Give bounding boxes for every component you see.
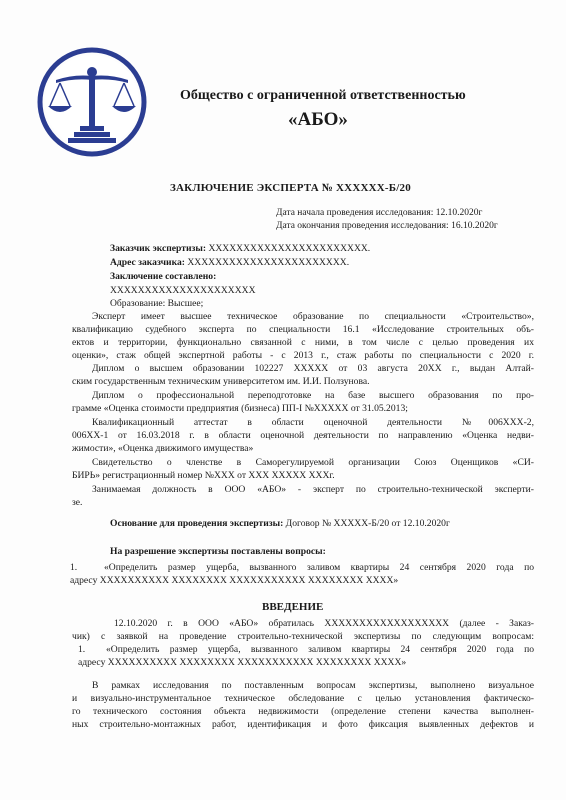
expert-p1-line: Эксперт имеет высшее техническое образование по специальности «Строительство», xyxy=(92,311,534,322)
compiled-value: XXXXXXXXXXXXXXXXXXXXX xyxy=(110,285,256,296)
expert-p6-line: Занимаемая должность в ООО «АБО» - эксперт по строительно-технической эксперти- xyxy=(92,484,534,495)
customer-label: Заказчик экспертизы: xyxy=(110,243,207,254)
org-name-line2: «АБО» xyxy=(288,109,348,130)
expert-p2-line: Диплом о высшем образовании 102227 XXXXX от 03 августа 20XX г., выдан Алтай- xyxy=(92,363,534,374)
document-title: ЗАКЛЮЧЕНИЕ ЭКСПЕРТА № XXXXXX-Б/20 xyxy=(170,182,411,194)
customer-line xyxy=(110,242,370,256)
customer-value: XXXXXXXXXXXXXXXXXXXXXXX. xyxy=(206,243,371,254)
question-line: «Определить размер ущерба, вызванного заливом квартиры 24 сентября 2020 года по xyxy=(104,562,534,573)
intro-p2-line: ных строительно-монтажных работ, идентификация и фото фиксация выявленных дефектов и xyxy=(72,719,534,730)
date-start: Дата начала проведения исследования: 12.10.2020г xyxy=(276,208,483,218)
basis-value: Договор № XXXXX-Б/20 от 12.10.2020г xyxy=(283,518,450,529)
question-number: 1. xyxy=(70,562,78,573)
date-end: Дата окончания проведения исследования: 16.10.2020г xyxy=(276,221,498,231)
scales-logo-icon xyxy=(36,46,148,158)
expert-p4-line: 006XX-1 от 16.03.2018 г. в области оценочной деятельности по направлению «Оценка недви- xyxy=(72,430,534,441)
questions-heading: На разрешение экспертизы поставлены вопросы: xyxy=(110,546,326,557)
basis-label: Основание для проведения экспертизы: xyxy=(110,518,284,529)
intro-heading: ВВЕДЕНИЕ xyxy=(262,601,324,613)
intro-p2-line: В рамках исследования по поставленным вопросам экспертизы, выполнено визуальное xyxy=(92,680,534,691)
education-line: Образование: Высшее; xyxy=(110,298,204,309)
intro-p2-line: го технического состояния объекта недвижимости (определение степени качества выполнен- xyxy=(72,706,534,717)
expert-p1-line: оценки», стаж общей экспертной работы - с 2013 г., стаж работы по специальности с 2020 г. xyxy=(72,350,534,361)
org-name-line1: Общество с ограниченной ответственностью xyxy=(180,88,466,103)
address-label: Адрес заказчика: xyxy=(110,257,185,268)
expert-p1-line: ектов и территории, функционально связанной с ними, в том числе с целью проведения их xyxy=(72,337,534,348)
expert-p6-line: зе. xyxy=(72,497,83,508)
intro-p1-line: 12.10.2020 г. в ООО «АБО» обратилась XXXXXXXXXXXXXXXXXX (далее - Заказ- xyxy=(114,618,534,629)
compiled-label: Заключение составлено: xyxy=(110,271,217,282)
address-value: XXXXXXXXXXXXXXXXXXXXXXX. xyxy=(184,257,350,268)
intro-p1-line: чик) с заявкой на проведение строительно-технической экспертизы по следующим вопросам: xyxy=(72,631,534,642)
address-line xyxy=(110,256,349,270)
intro-p2-line: и визуально-инструментальное техническое обследование с целью установления фактическо- xyxy=(72,693,534,704)
expert-p3-line: грамме «Оценка стоимости предприятия (бизнеса) ПП-I №XXXXX от 31.05.2013; xyxy=(72,403,408,414)
basis-line xyxy=(110,517,450,531)
expert-p2-line: ским государственным техническим университетом им. И.И. Ползунова. xyxy=(72,376,370,387)
expert-p5-line: Свидетельство о членстве в Саморегулируемой организации Союз Оценщиков «СИ- xyxy=(92,457,534,468)
expert-p1-line: квалификацию судебного эксперта по специальности 16.1 «Исследование строительных объ- xyxy=(72,324,534,335)
intro-question-line: «Определить размер ущерба, вызванного заливом квартиры 24 сентября 2020 года по xyxy=(106,644,534,655)
intro-question-number: 1. xyxy=(78,644,86,655)
expert-p5-line: БИРЬ» регистрационный номер №XXX от XXX XXXXX XXXг. xyxy=(72,470,335,481)
intro-question-line: адресу XXXXXXXXXX XXXXXXXX XXXXXXXXXXX XXXXXXXX XXXX» xyxy=(78,657,407,668)
expert-p4-line: Квалификационный аттестат в области оценочной деятельности №006XXX-2, xyxy=(92,417,534,428)
question-line: адресу XXXXXXXXXX XXXXXXXX XXXXXXXXXXX XXXXXXXX XXXX» xyxy=(70,575,399,586)
expert-p3-line: Диплом о профессиональной переподготовке на базе высшего образования по про- xyxy=(92,390,534,401)
expert-p4-line: жимости», «Оценка движимого имущества» xyxy=(72,443,254,454)
